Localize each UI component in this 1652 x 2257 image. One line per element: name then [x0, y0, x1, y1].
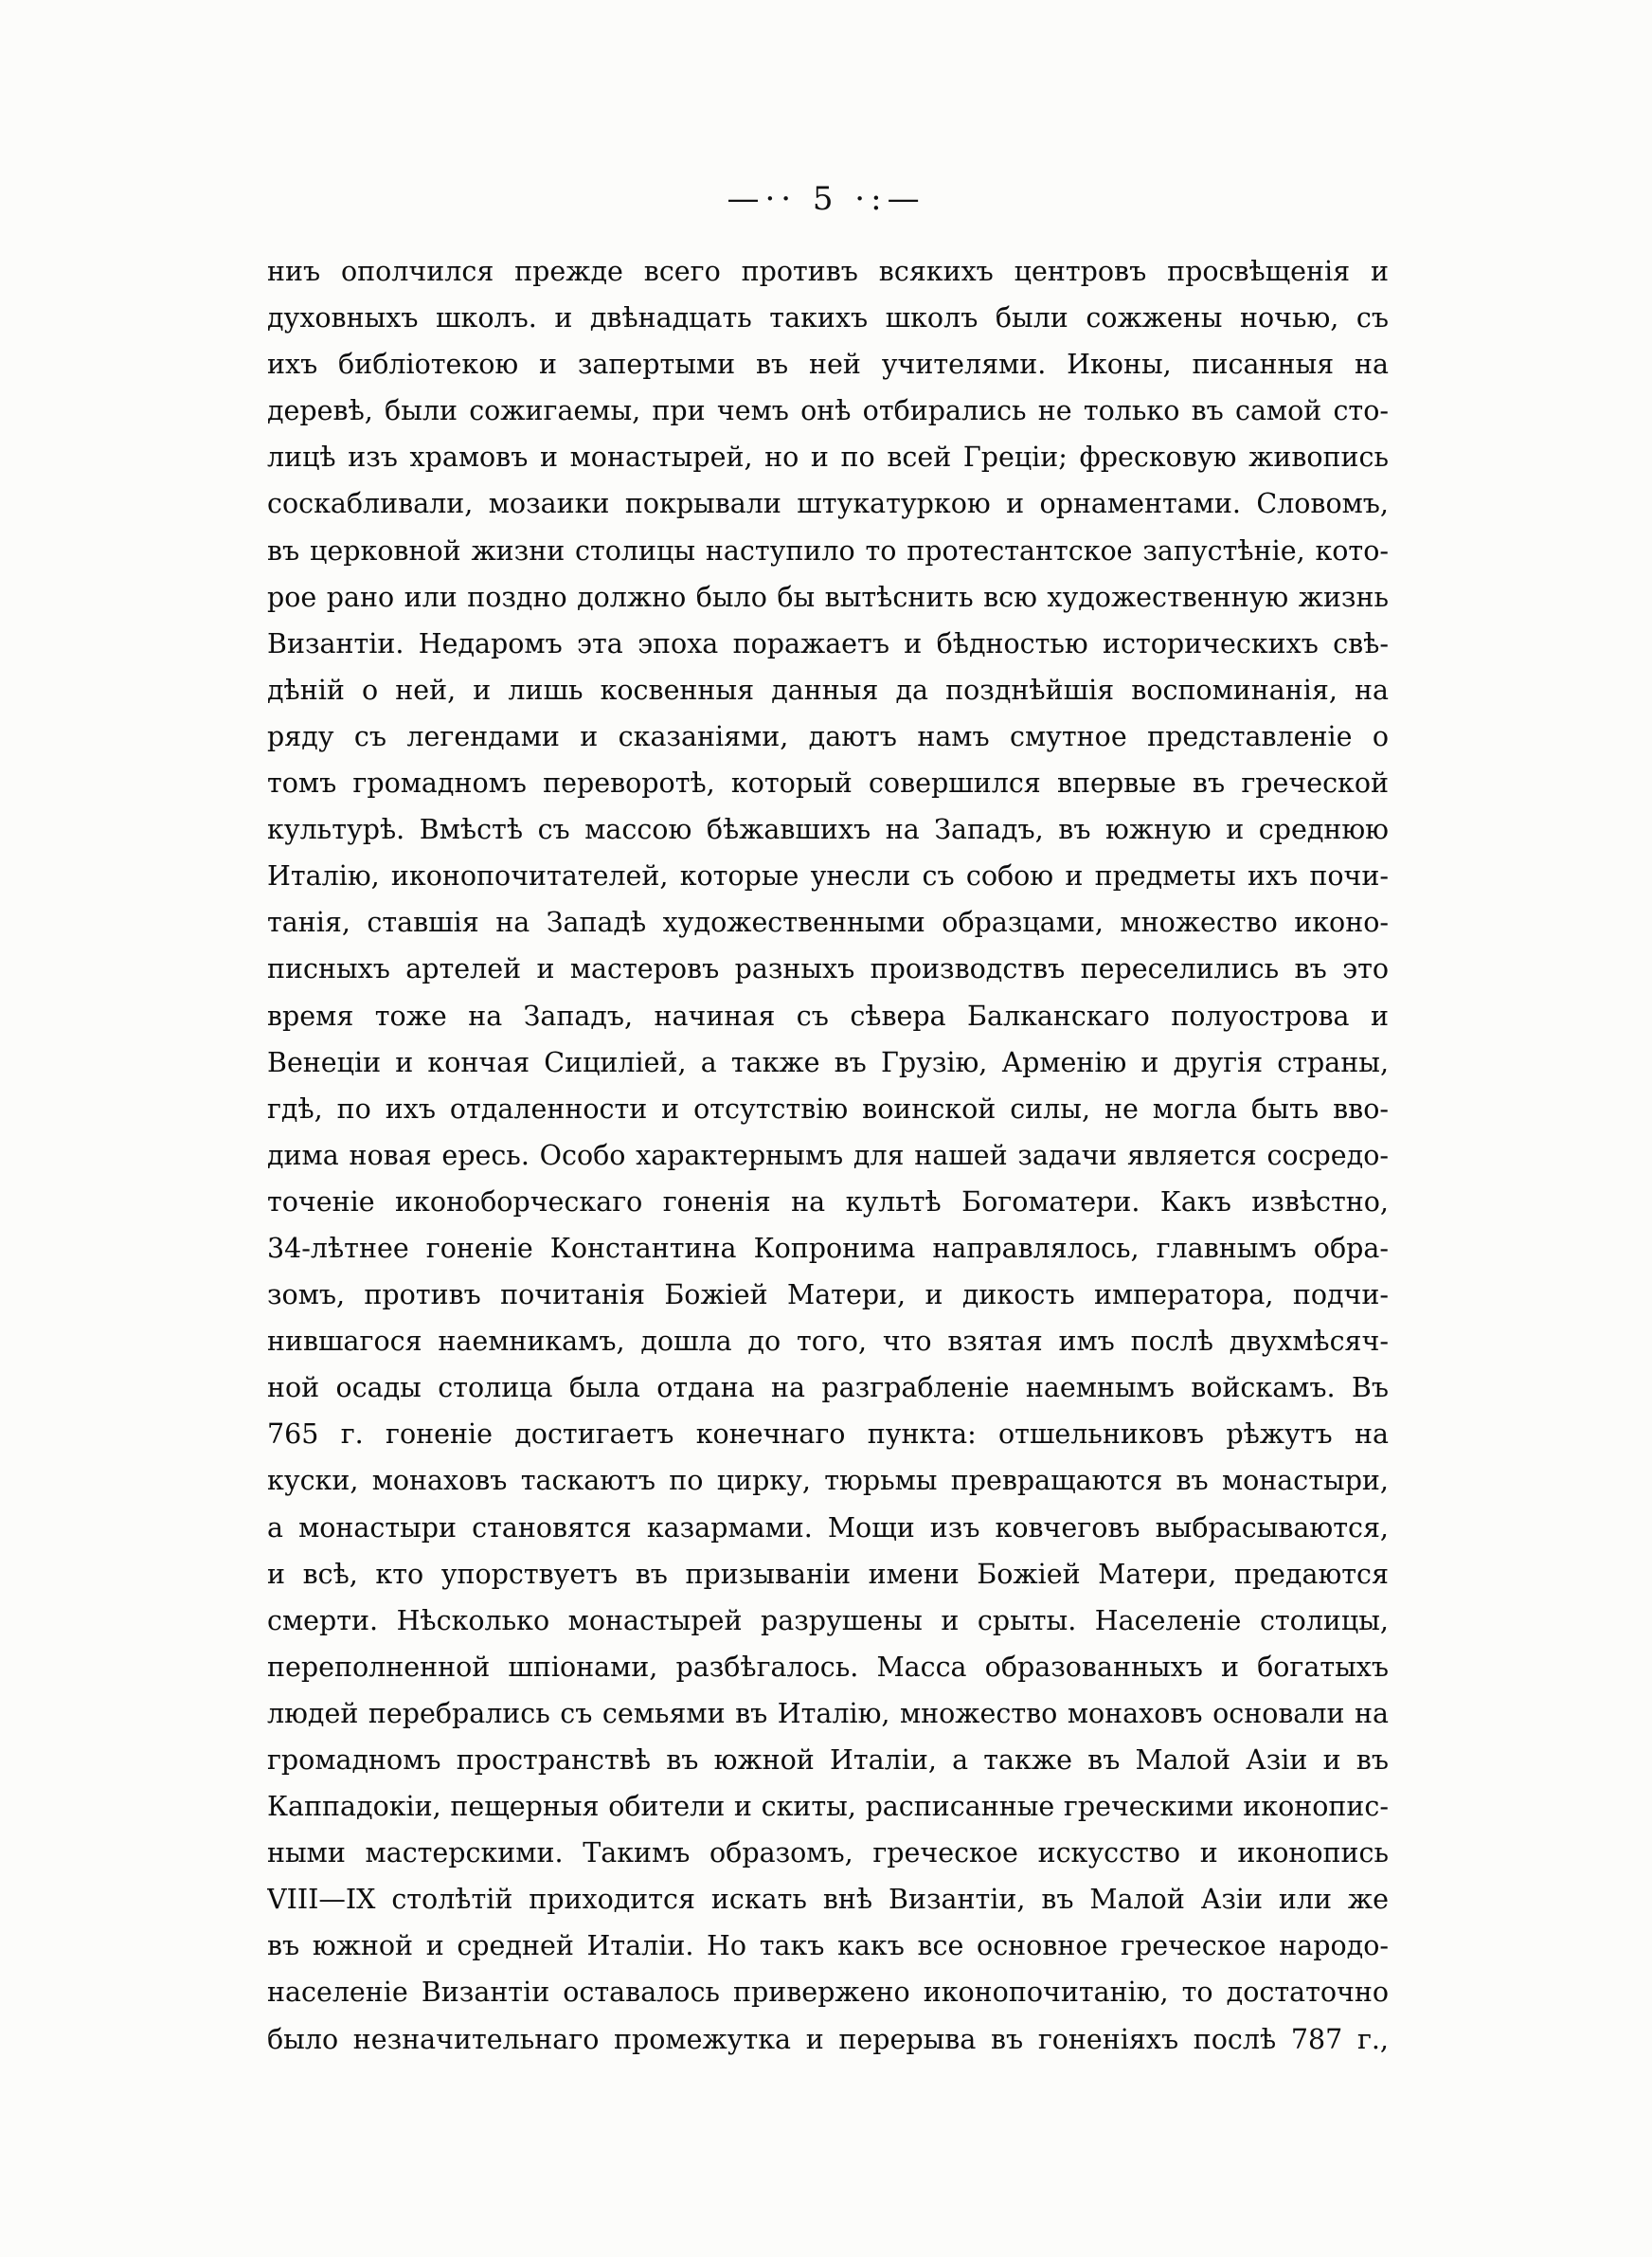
- text-line: томъ громадномъ переворотѣ, который совершился впервые въ греческой: [267, 767, 1389, 800]
- text-line: деревѣ, были сожигаемы, при чемъ онѣ отбирались не только въ самой сто-: [267, 395, 1389, 427]
- text-line: смерти. Нѣсколько монастырей разрушены и срыты. Населеніе столицы,: [267, 1604, 1389, 1636]
- text-line: въ южной и средней Италіи. Но такъ какъ все основное греческое народо-: [267, 1930, 1389, 1962]
- text-line: громадномъ пространствѣ въ южной Италіи, а также въ Малой Азіи и въ: [267, 1744, 1389, 1776]
- text-line: танія, ставшія на Западѣ художественными образцами, множество иконо-: [267, 907, 1389, 939]
- text-line: ниъ ополчился прежде всего противъ всякихъ центровъ просвѣщенія и: [267, 256, 1389, 287]
- body-text: [267, 248, 1389, 2063]
- text-line: ряду съ легендами и сказаніями, даютъ намъ смутное представленіе о: [267, 720, 1389, 752]
- text-line: Византіи. Недаромъ эта эпоха поражаетъ и бѣдностью историческихъ свѣ-: [267, 627, 1389, 659]
- text-line: 34-лѣтнее гоненіе Константина Копронима направлялось, главнымъ обра-: [267, 1232, 1389, 1264]
- page-number: —·· 5 ·:—: [727, 180, 925, 218]
- text-line: переполненной шпіонами, разбѣгалось. Масса образованныхъ и богатыхъ: [267, 1651, 1389, 1683]
- text-line: было незначительнаго промежутка и перерыва въ гоненіяхъ послѣ 787 г.,: [267, 2023, 1389, 2055]
- text-line: ными мастерскими. Такимъ образомъ, греческое искусство и иконопись: [267, 1837, 1389, 1869]
- text-line: время тоже на Западъ, начиная съ сѣвера Балканскаго полуострова и: [267, 1000, 1389, 1032]
- text-line: куски, монаховъ таскаютъ по цирку, тюрьмы превращаются въ монастыри,: [267, 1465, 1389, 1497]
- text-line: зомъ, противъ почитанія Божіей Матери, и дикость императора, подчи-: [267, 1279, 1389, 1311]
- text-line: ихъ библіотекою и запертыми въ ней учителями. Иконы, писанныя на: [267, 349, 1389, 381]
- text-line: лицѣ изъ храмовъ и монастырей, но и по всей Греціи; фресковую живопись: [267, 442, 1389, 474]
- text-line: а монастыри становятся казармами. Мощи изъ ковчеговъ выбрасываются,: [267, 1511, 1389, 1544]
- text-line: дѣній о ней, и лишь косвенныя данныя да позднѣйшія воспоминанія, на: [267, 674, 1389, 706]
- text-line: рое рано или поздно должно было бы вытѣснить всю художественную жизнь: [267, 581, 1389, 613]
- text-line: писныхъ артелей и мастеровъ разныхъ производствъ переселились въ это: [267, 953, 1389, 985]
- text-line: Венеціи и кончая Сициліей, а также въ Грузію, Арменію и другія страны,: [267, 1046, 1389, 1078]
- text-line: населеніе Византіи оставалось привержено иконопочитанію, то достаточно: [267, 1977, 1389, 2009]
- text-line: 765 г. гоненіе достигаетъ конечнаго пункта: отшельниковъ рѣжутъ на: [267, 1418, 1389, 1451]
- text-line: въ церковной жизни столицы наступило то протестантское запустѣніе, кото-: [267, 534, 1389, 567]
- text-line: точеніе иконоборческаго гоненія на культѣ Богоматери. Какъ извѣстно,: [267, 1185, 1389, 1218]
- text-line: гдѣ, по ихъ отдаленности и отсутствію воинской силы, не могла быть вво-: [267, 1092, 1389, 1125]
- text-line: ной осады столица была отдана на разграбленіе наемнымъ войскамъ. Въ: [267, 1372, 1389, 1404]
- text-line: культурѣ. Вмѣстѣ съ массою бѣжавшихъ на Западъ, въ южную и среднюю: [267, 814, 1389, 846]
- text-line: духовныхъ школъ. и двѣнадцать такихъ школъ были сожжены ночью, съ: [267, 302, 1389, 334]
- text-line: нившагося наемникамъ, дошла до того, что взятая имъ послѣ двухмѣсяч-: [267, 1326, 1389, 1358]
- text-line: Италію, иконопочитателей, которые унесли съ собою и предметы ихъ почи-: [267, 860, 1389, 893]
- text-line: Каппадокіи, пещерныя обители и скиты, расписанные греческими иконопис-: [267, 1791, 1389, 1823]
- text-line: VIII—IX столѣтій приходится искать внѣ Византіи, въ Малой Азіи или же: [267, 1884, 1389, 1916]
- text-line: соскабливали, мозаики покрывали штукатуркою и орнаментами. Словомъ,: [267, 488, 1389, 520]
- text-line: и всѣ, кто упорствуетъ въ призываніи имени Божіей Матери, предаются: [267, 1558, 1389, 1590]
- text-line: людей перебрались съ семьями въ Италію, множество монаховъ основали на: [267, 1697, 1389, 1729]
- text-line: дима новая ересь. Особо характернымъ для нашей задачи является сосредо-: [267, 1139, 1389, 1171]
